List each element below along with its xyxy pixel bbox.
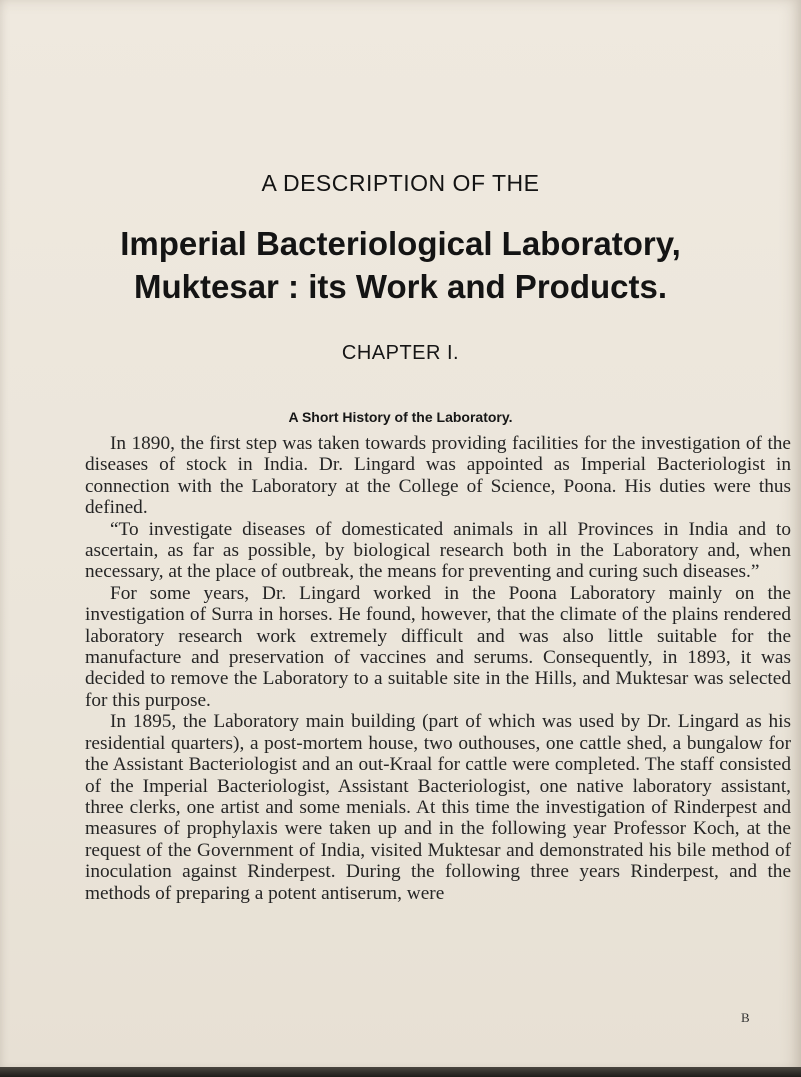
main-title-line-2: Muktesar : its Work and Products. [134,268,667,305]
section-heading: A Short History of the Laboratory. [288,409,513,425]
body-text [85,433,791,904]
chapter-heading: CHAPTER I. [341,342,460,364]
paragraph-2: “To investigate diseases of domesticated animals in all Provinces in India and to ascertain, as far as possible, by biological research both in the Laboratory and, when necessary, at the place of outbreak, the means for preventing and curing such diseases.” [85,518,791,583]
paragraph-3: For some years, Dr. Lingard worked in the Poona Laboratory mainly on the investigation of Surra in horses. He found, however, that the climate of the plains rendered laboratory research work extremely difficult and was also little suitable for the manufacture and preservation of vaccines and serums. Consequently, in 1893, it was decided to remove the Laboratory to a suitable site in the Hills, and Muktesar was selected for this purpose. [85,582,791,711]
scan-bottom-edge [0,1067,801,1077]
paragraph-1: In 1890, the first step was taken towards providing facilities for the investigation of the diseases of stock in India. Dr. Lingard was appointed as Imperial Bacteriologist in connection with the Laboratory at the College of Science, Poona. His duties were thus defined. [85,433,791,519]
paragraph-4: In 1895, the Laboratory main building (part of which was used by Dr. Lingard as his residential quarters), a post-mortem house, two outhouses, one cattle shed, a bungalow for the Assistant Bacteriologist and an out-Kraal for cattle were completed. The staff consisted of the Imperial Bacteriologist, Assistant Bacteriologist, one native laboratory assistant, three clerks, one artist and some menials. At this time the investigation of Rinderpest and measures of prophylaxis were taken up and in the following year Professor Koch, at the request of the Government of India, visited Muktesar and demonstrated his bile method of inoculation against Rinderpest. During the following three years Rinderpest, and the methods of preparing a potent antiserum, were [85,711,791,904]
main-title-line-1: Imperial Bacteriological Laboratory, [120,225,681,262]
title-kicker: A DESCRIPTION OF THE [261,170,540,196]
signature-mark: B [741,1010,750,1025]
